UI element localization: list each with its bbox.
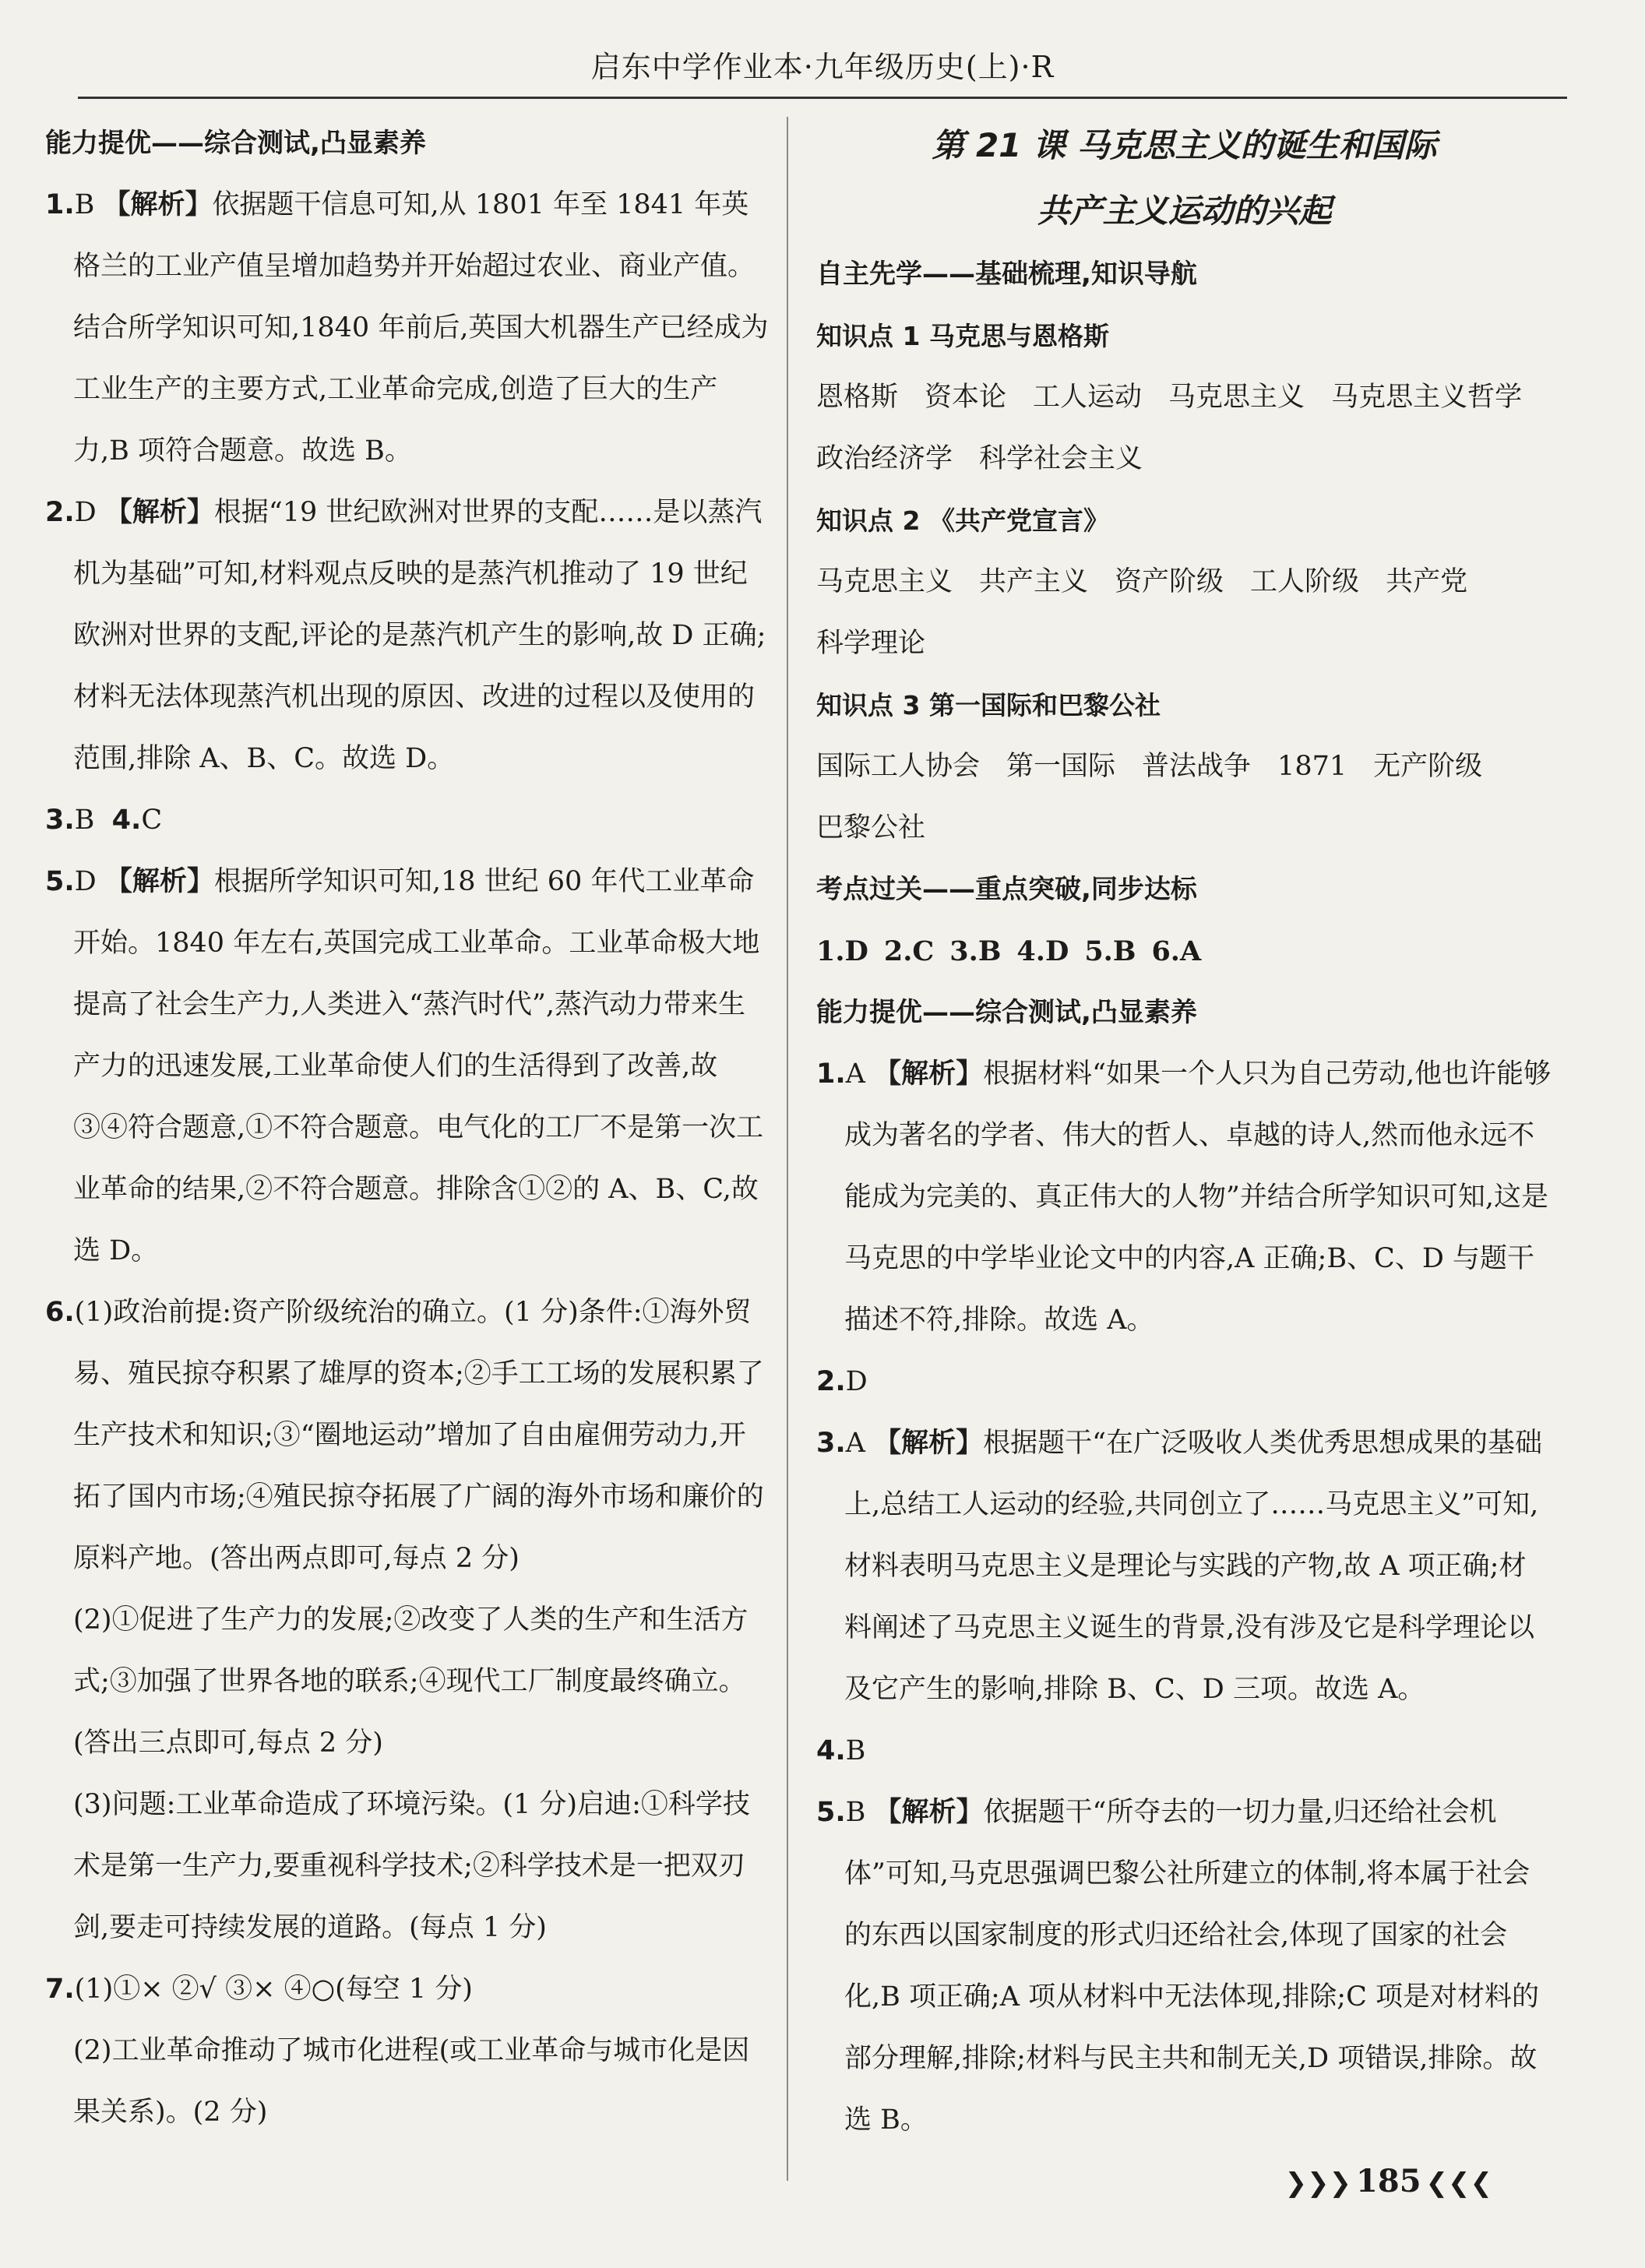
- knowledge-point-terms: 恩格斯 资本论 工人运动 马克思主义 马克思主义哲学 政治经济学 科学社会主义: [816, 382, 1523, 474]
- knowledge-point-title: 知识点 1 马克思与恩格斯: [816, 321, 1109, 351]
- right-section-title: 考点过关——重点突破,同步达标: [816, 874, 1197, 905]
- lesson-title: 第 21 课 马克思主义的诞生和国际 共产主义运动的兴起: [932, 126, 1437, 230]
- answer-item: 3.A 【解析】根据题干“在广泛吸收人类优秀思想成果的基础上,总结工人运动的经验,共同创立了……马克思主义”可知,材料表明马克思主义是理论与实践的产物,故 A 项正确;材料阐述了马克思主义诞生的背景,没有涉及它是科学理论以及它产生的影响,排除 B、C、D 三项。故选 A。: [816, 1428, 1542, 1705]
- knowledge-point-title: 知识点 3 第一国际和巴黎公社: [816, 690, 1161, 720]
- answer-item: 5.D 【解析】根据所学知识可知,18 世纪 60 年代工业革命开始。1840 年左右,英国完成工业革命。工业革命极大地提高了社会生产力,人类进入“蒸汽时代”,蒸汽动力带来生产力的迅速发展,工业革命使人们的生活得到了改善,故③④符合题意,①不符合题意。电气化的工厂不是第一次工业革命的结果,②不符合题意。排除含①②的 A、B、C,故选 D。: [45, 866, 764, 1266]
- column-divider: [787, 117, 788, 2181]
- knowledge-point-terms: 国际工人协会 第一国际 普法战争 1871 无产阶级 巴黎公社: [816, 751, 1483, 843]
- left-section-title: 能力提优——综合测试,凸显素养: [45, 128, 426, 159]
- answer-item: 2.D 【解析】根据“19 世纪欧洲对世界的支配……是以蒸汽机为基础”可知,材料观点反映的是蒸汽机推动了 19 世纪欧洲对世界的支配,评论的是蒸汽机产生的影响,故 D 正确;材料无法体现蒸汽机出现的原因、改进的过程以及使用的范围,排除 A、B、C。故选 D。: [45, 497, 766, 774]
- answer-item: 1.B 【解析】依据题干信息可知,从 1801 年至 1841 年英格兰的工业产值呈增加趋势并开始超过农业、商业产值。结合所学知识可知,1840 年前后,英国大机器生产已经成为工业生产的主要方式,工业革命完成,创造了巨大的生产力,B 项符合题意。故选 B。: [45, 189, 769, 467]
- answer-subitem: (2)①促进了生产力的发展;②改变了人类的生产和生活方式;③加强了世界各地的联系;④现代工厂制度最终确立。(答出三点即可,每点 2 分): [73, 1604, 749, 1759]
- knowledge-point-title: 知识点 2 《共产党宣言》: [816, 505, 1109, 536]
- page-number: ❯❯❯ 185 ❮❮❮: [1284, 2163, 1492, 2199]
- header-title: 启东中学作业本·九年级历史(上)·R: [590, 50, 1055, 84]
- left-column: [45, 113, 770, 2143]
- chevron-right-icon: ❯❯❯: [1284, 2168, 1352, 2199]
- knowledge-point-terms: 马克思主义 共产主义 资产阶级 工人阶级 共产党 科学理论: [816, 566, 1468, 659]
- right-section-title: 自主先学——基础梳理,知识导航: [816, 259, 1197, 290]
- answer-item: 3.B 4.C: [45, 805, 163, 836]
- answer-item: 2.D: [816, 1366, 868, 1397]
- answer-item: 7.(1)①× ②√ ③× ④○(每空 1 分): [45, 1974, 473, 2005]
- answer-item: 4.B: [816, 1735, 866, 1766]
- answer-subitem: (2)工业革命推动了城市化进程(或工业革命与城市化是因果关系)。(2 分): [73, 2035, 750, 2128]
- answer-subitem: (3)问题:工业革命造成了环境污染。(1 分)启迪:①科学技术是第一生产力,要重视科学技术;②科学技术是一把双刃剑,要走可持续发展的道路。(每点 1 分): [73, 1789, 750, 1943]
- right-column: [816, 113, 1552, 2151]
- chevron-left-icon: ❮❮❮: [1425, 2168, 1492, 2199]
- answer-row: 1.D 2.C 3.B 4.D 5.B 6.A: [816, 935, 1202, 967]
- answer-item: 1.A 【解析】根据材料“如果一个人只为自己劳动,他也许能够成为著名的学者、伟大的哲人、卓越的诗人,然而他永远不能成为完美的、真正伟大的人物”并结合所学知识可知,这是马克思的中学毕业论文中的内容,A 正确;B、C、D 与题干描述不符,排除。故选 A。: [816, 1058, 1552, 1336]
- answer-item: 6.(1)政治前提:资产阶级统治的确立。(1 分)条件:①海外贸易、殖民掠夺积累了雄厚的资本;②手工工场的发展积累了生产技术和知识;③“圈地运动”增加了自由雇佣劳动力,开拓了国内市场;④殖民掠夺拓展了广阔的海外市场和廉价的原料产地。(答出两点即可,每点 2 分): [45, 1297, 764, 1574]
- answer-item: 5.B 【解析】依据题干“所夺去的一切力量,归还给社会机体”可知,马克思强调巴黎公社所建立的体制,将本属于社会的东西以国家制度的形式归还给社会,体现了国家的社会化,B 项正确;A 项从材料中无法体现,排除;C 项是对材料的部分理解,排除;材料与民主共和制无关,D 项错误,排除。故选 B。: [816, 1797, 1539, 2136]
- right-section-title: 能力提优——综合测试,凸显素养: [816, 997, 1197, 1028]
- page-header: [78, 37, 1567, 99]
